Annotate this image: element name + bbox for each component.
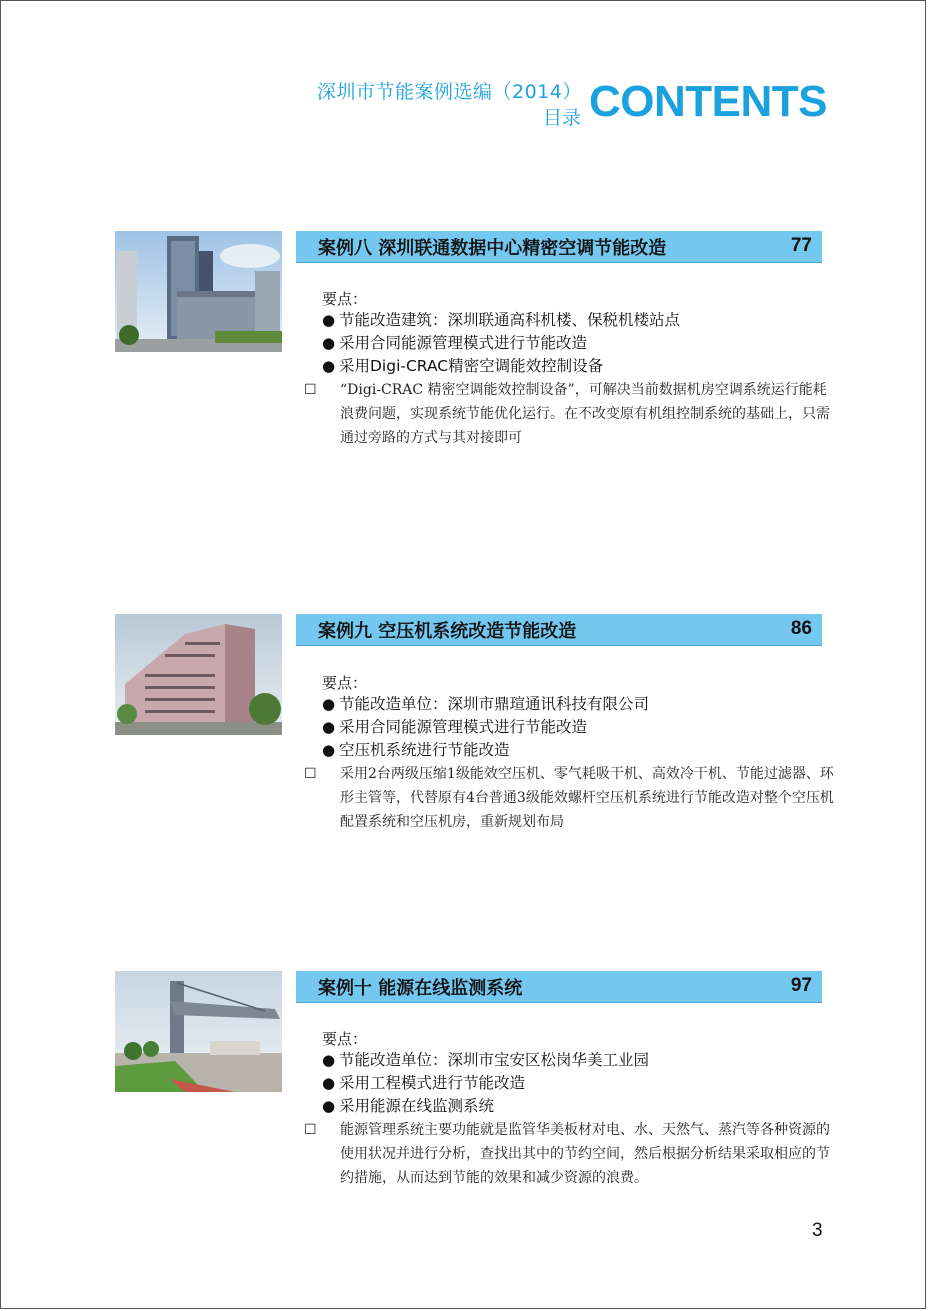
case-title[interactable]: 案例八 深圳联通数据中心精密空调节能改造: [318, 238, 667, 259]
case-page-number[interactable]: 86: [790, 618, 812, 639]
case-title[interactable]: 案例十 能源在线监测系统: [318, 978, 523, 999]
keypoints-list: [322, 693, 649, 762]
case-description: ☐ “Digi-CRAC 精密空调能效控制设备”，可解决当前数据机房空调系统运行能耗浪费问题，实现系统节能优化运行。在不改变原有机组控制系统的基础上，只需通过旁路的方式与其对接即可: [322, 378, 840, 450]
keypoint-item: ● 采用Digi-CRAC精密空调能效控制设备: [322, 355, 680, 378]
checkbox-icon: ☐: [304, 1122, 317, 1138]
keypoint-item: ● 采用工程模式进行节能改造: [322, 1072, 649, 1095]
keypoints-label: 要点：: [322, 1030, 368, 1048]
keypoints-list: [322, 309, 680, 378]
case-description: ☐ 能源管理系统主要功能就是监管华美板材对电、水、天然气、蒸汽等各种资源的使用状况并进行分析，查找出其中的节约空间，然后根据分析结果采取相应的节约措施，从而达到节能的效果和减少资源的浪费。: [322, 1118, 840, 1190]
bullet-icon: ●: [322, 311, 336, 329]
keypoint-item: ● 采用合同能源管理模式进行节能改造: [322, 332, 680, 355]
checkbox-icon: ☐: [304, 382, 317, 398]
case-photo-10: [115, 971, 282, 1092]
header-section: 目录: [543, 107, 582, 129]
bullet-icon: ●: [322, 741, 336, 759]
bullet-icon: ●: [322, 1051, 336, 1069]
case-page-number[interactable]: 97: [790, 975, 812, 996]
bullet-icon: ●: [322, 1097, 336, 1115]
case-title-bar-10: [296, 971, 822, 1003]
factory-photo-icon: [115, 614, 282, 735]
case-title[interactable]: 案例九 空压机系统改造节能改造: [318, 621, 577, 642]
case-description: ☐ 采用2台两级压缩1级能效空压机、零气耗吸干机、高效冷干机、节能过滤器、环形主管等，代替原有4台普通3级能效螺杆空压机系统进行节能改造对整个空压机配置系统和空压机房，重新规划布局: [322, 762, 840, 834]
keypoints-list: [322, 1049, 649, 1118]
page-number: 3: [812, 1220, 823, 1241]
keypoint-item: ● 节能改造建筑：深圳联通高科机楼、保税机楼站点: [322, 309, 680, 332]
keypoint-item: ● 空压机系统进行节能改造: [322, 739, 649, 762]
checkbox-icon: ☐: [304, 766, 317, 782]
case-title-bar-9: [296, 614, 822, 646]
building-photo-icon: [115, 231, 282, 352]
case-title-bar-8: [296, 231, 822, 263]
case-photo-8: [115, 231, 282, 352]
gate-photo-icon: [115, 971, 282, 1092]
bullet-icon: ●: [322, 1074, 336, 1092]
keypoint-item: ● 采用能源在线监测系统: [322, 1095, 649, 1118]
bullet-icon: ●: [322, 695, 336, 713]
bullet-icon: ●: [322, 718, 336, 736]
contents-title: CONTENTS: [589, 77, 827, 126]
bullet-icon: ●: [322, 334, 336, 352]
case-photo-9: [115, 614, 282, 735]
keypoint-item: ● 采用合同能源管理模式进行节能改造: [322, 716, 649, 739]
keypoint-item: ● 节能改造单位：深圳市宝安区松岗华美工业园: [322, 1049, 649, 1072]
case-page-number[interactable]: 77: [790, 235, 812, 256]
keypoints-label: 要点：: [322, 290, 368, 308]
bullet-icon: ●: [322, 357, 336, 375]
keypoint-item: ● 节能改造单位：深圳市鼎瑄通讯科技有限公司: [322, 693, 649, 716]
header-subtitle: 深圳市节能案例选编（2014）: [317, 81, 582, 103]
keypoints-label: 要点：: [322, 674, 368, 692]
